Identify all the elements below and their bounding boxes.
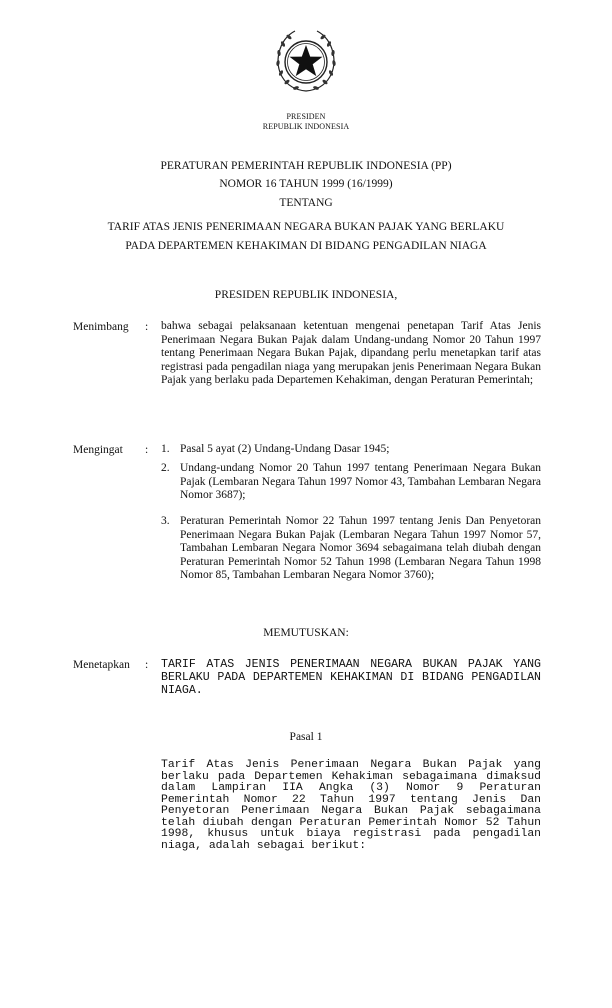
menetapkan-label: Menetapkan (73, 659, 130, 671)
menimbang-text: bahwa sebagai pelaksanaan ketentuan mengenai penetapan Tarif Atas Jenis Penerimaan Negara Bukan Pajak dalam Undang-undang Nomor 20 Tahun 1997 tentang Penerimaan Negara Bukan Pajak, dipandang perlu menetapkan tarif atas registrasi pada pengadilan niaga yang merupakan jenis Penerimaan Negara Bukan Pajak yang berlaku pada Departemen Kehakiman, dengan Peraturan Pemerintah; (161, 320, 541, 386)
mengingat-label: Mengingat (73, 444, 123, 456)
president-heading: PRESIDEN REPUBLIK INDONESIA, (214, 289, 398, 301)
mengingat-item (161, 462, 541, 503)
regulation-subject-line2: PADA DEPARTEMEN KEHAKIMAN DI BIDANG PENGADILAN NIAGA (125, 240, 487, 252)
menimbang-colon: : (145, 321, 149, 333)
regulation-tentang: TENTANG (279, 197, 333, 209)
letterhead-presiden: PRESIDEN (286, 112, 326, 121)
menimbang-label: Menimbang (73, 321, 129, 333)
pasal-1-heading: Pasal 1 (289, 731, 323, 743)
item-text: Undang-undang Nomor 20 Tahun 1997 tentang Penerimaan Negara Bukan Pajak (Lembaran Negara Tahun 1997 Nomor 43, Tambahan Lembaran Negara Nomor 3687); (180, 462, 541, 501)
item-number: 2. (161, 462, 170, 474)
item-text: Peraturan Pemerintah Nomor 22 Tahun 1997 tentang Jenis Dan Penyetoran Penerimaan Negara Bukan Pajak (Lembaran Negara Tahun 1997 Nomor 57, Tambahan Lembaran Negara Nomor 3694 sebagaimana telah diubah dengan Peraturan Pemerintah Nomor 52 Tahun 1998 (Lembaran Negara Tahun 1998 Nomor 85, Tambahan Lembaran Negara Nomor 3760); (180, 515, 541, 581)
item-number: 3. (161, 515, 170, 527)
letterhead-republik: REPUBLIK INDONESIA (262, 122, 350, 131)
regulation-title: PERATURAN PEMERINTAH REPUBLIK INDONESIA (PP) (160, 160, 452, 172)
item-number: 1. (161, 443, 170, 455)
mengingat-item (161, 443, 541, 457)
pasal-1-text: Tarif Atas Jenis Penerimaan Negara Bukan Pajak yang berlaku pada Departemen Kehakiman sebagaimana dimaksud dalam Lampiran IIA Angka (3) Nomor 9 Peraturan Pemerintah Nomor 22 Tahun 1997 tentang Jenis Dan Penyetoran Penerimaan Negara Bukan Pajak sebagaimana telah diubah dengan Peraturan Pemerintah Nomor 52 Tahun 1998, khusus untuk biaya registrasi pada pengadilan niaga, adalah sebagai berikut: (161, 759, 541, 852)
regulation-number: NOMOR 16 TAHUN 1999 (16/1999) (219, 178, 393, 190)
garuda-star-wreath-emblem (271, 25, 341, 97)
menetapkan-colon: : (145, 659, 149, 671)
mengingat-colon: : (145, 444, 149, 456)
memutuskan-heading: MEMUTUSKAN: (263, 627, 349, 639)
mengingat-item (161, 515, 541, 583)
regulation-subject-line1: TARIF ATAS JENIS PENERIMAAN NEGARA BUKAN PAJAK YANG BERLAKU (107, 221, 505, 233)
menetapkan-text: TARIF ATAS JENIS PENERIMAAN NEGARA BUKAN PAJAK YANG BERLAKU PADA DEPARTEMEN KEHAKIMAN DI BIDANG PENGADILAN NIAGA. (161, 658, 541, 697)
item-text: Pasal 5 ayat (2) Undang-Undang Dasar 1945; (180, 443, 390, 455)
